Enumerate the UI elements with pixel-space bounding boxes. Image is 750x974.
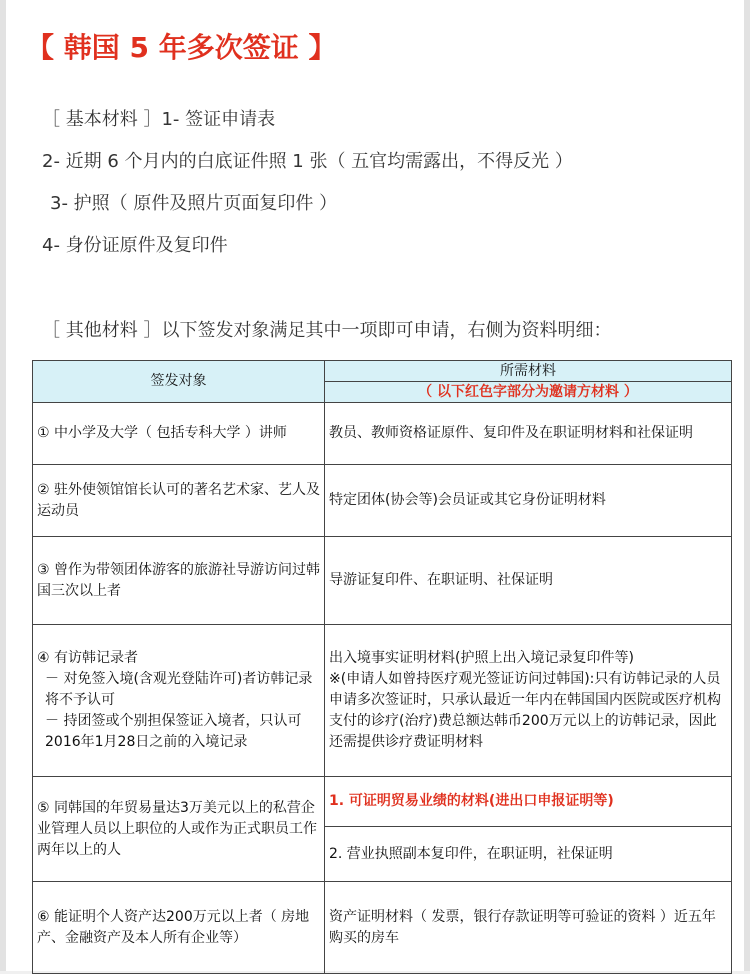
row-materials-note: ※(申请人如曾持医疗观光签证访问过韩国):只有访韩记录的人员申请多次签证时，只承认最近一年内在韩国国内医院或医疗机构支付的诊疗(治疗)费总额达韩币200万元以上的访韩记录，因此还需提供诊疗费证明材料 [329, 671, 721, 750]
row-target [33, 625, 325, 777]
row-target: ② 驻外使领馆馆长认可的著名艺术家、艺人及运动员 [33, 465, 325, 537]
basic-materials-line-1: ［ 基本材料 ］1- 签证申请表 [42, 109, 276, 130]
row-materials [325, 625, 732, 777]
row-materials: 教员、教师资格证原件、复印件及在职证明材料和社保证明 [325, 403, 732, 465]
row-target: ⑥ 能证明个人资产达200万元以上者（ 房地产、金融资产及本人所有企业等） [33, 882, 325, 974]
visa-requirements-table [32, 360, 732, 974]
table-row [33, 777, 732, 827]
column-header-materials: 所需材料 [325, 361, 732, 382]
row-materials: 资产证明材料（ 发票，银行存款证明等可验证的资料 ）近五年购买的房车 [325, 882, 732, 974]
row-materials: 导游证复印件、在职证明、社保证明 [325, 537, 732, 625]
basic-materials-line-4: 4- 身份证原件及复印件 [42, 235, 228, 256]
table-row [33, 465, 732, 537]
row-target: ⑤ 同韩国的年贸易量达3万美元以上的私营企业管理人员以上职位的人或作为正式职员工作两年以上的人 [33, 777, 325, 882]
basic-materials-line-3: 3- 护照（ 原件及照片页面复印件 ） [50, 193, 338, 214]
table-row [33, 882, 732, 974]
row-materials: 特定团体(协会等)会员证或其它身份证明材料 [325, 465, 732, 537]
table-row [33, 537, 732, 625]
page-title: 【 韩国 5 年多次签证 】 [26, 31, 337, 64]
row-target-note-1: － 对免签入境(含观光登陆许可)者访韩记录将不予认可 [45, 671, 313, 708]
column-subheader-note: （ 以下红色字部分为邀请方材料 ） [325, 382, 732, 403]
table-row [33, 403, 732, 465]
other-materials-intro: ［ 其他材料 ］以下签发对象满足其中一项即可申请，右侧为资料明细： [42, 320, 612, 341]
basic-materials-line-2: 2- 近期 6 个月内的白底证件照 1 张（ 五官均需露出，不得反光 ） [42, 151, 573, 172]
table-row [33, 625, 732, 777]
row-target-title: ④ 有访韩记录者 [37, 650, 139, 666]
row-target: ① 中小学及大学（ 包括专科大学 ）讲师 [33, 403, 325, 465]
row-target: ③ 曾作为带领团体游客的旅游社导游访问过韩国三次以上者 [33, 537, 325, 625]
row-materials-inviter: 1. 可证明贸易业绩的材料(进出口申报证明等) [325, 777, 732, 827]
row-target-note-2: － 持团签或个别担保签证入境者，只认可2016年1月28日之前的入境记录 [45, 713, 302, 750]
column-header-target: 签发对象 [33, 361, 325, 403]
row-materials-main: 出入境事实证明材料(护照上出入境记录复印件等) [329, 650, 634, 666]
row-materials: 2. 营业执照副本复印件，在职证明，社保证明 [325, 827, 732, 882]
